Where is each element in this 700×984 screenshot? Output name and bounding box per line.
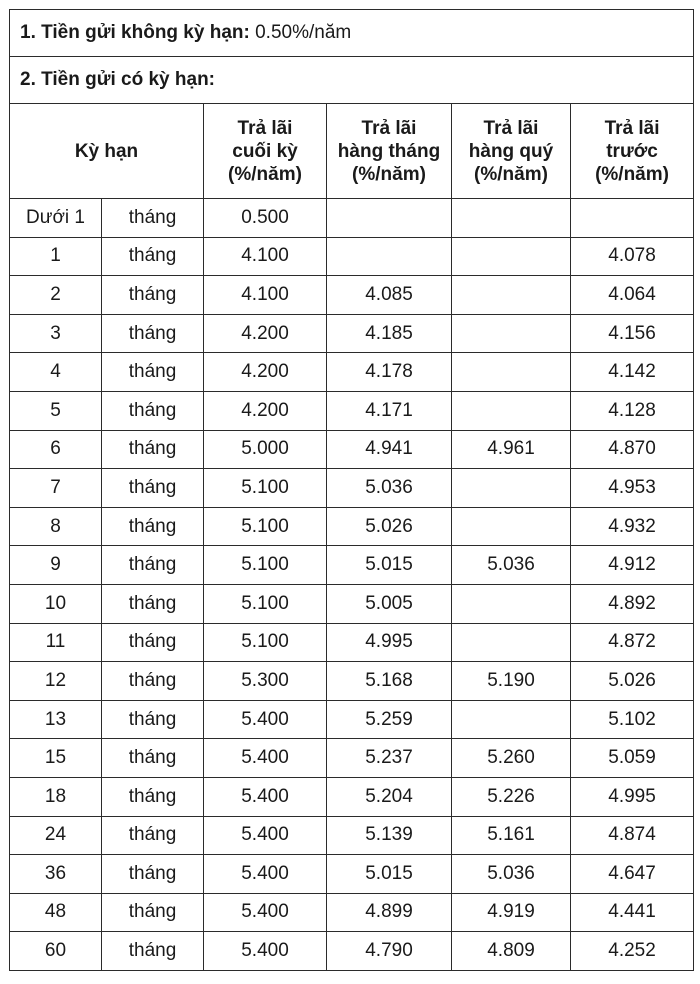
term-unit: tháng	[102, 777, 204, 816]
table-row	[10, 700, 694, 739]
term-unit: tháng	[102, 276, 204, 315]
term-unit: tháng	[102, 507, 204, 546]
table-row	[10, 893, 694, 932]
term-number: 36	[10, 855, 102, 894]
rate-upfront: 5.102	[571, 700, 694, 739]
term-unit: tháng	[102, 739, 204, 778]
table-row	[10, 855, 694, 894]
section-2-label: 2. Tiền gửi có kỳ hạn:	[20, 69, 216, 90]
rate-monthly: 4.941	[327, 430, 452, 469]
header-line: Trả lãi	[604, 117, 660, 139]
table-row	[10, 584, 694, 623]
rate-monthly: 4.790	[327, 932, 452, 971]
header-line: hàng quý	[468, 140, 554, 162]
term-number: 1	[10, 237, 102, 276]
rate-end-of-term: 4.200	[204, 391, 327, 430]
rate-upfront: 4.252	[571, 932, 694, 971]
rate-upfront: 4.078	[571, 237, 694, 276]
rate-monthly: 5.036	[327, 469, 452, 508]
table-row	[10, 546, 694, 585]
section-1-row	[10, 10, 694, 57]
rate-monthly: 5.015	[327, 546, 452, 585]
term-number: 5	[10, 391, 102, 430]
rate-monthly: 5.139	[327, 816, 452, 855]
rate-end-of-term: 5.400	[204, 700, 327, 739]
rate-upfront: 4.128	[571, 391, 694, 430]
rate-end-of-term: 5.400	[204, 739, 327, 778]
rate-upfront: 4.874	[571, 816, 694, 855]
rate-monthly: 5.237	[327, 739, 452, 778]
rate-quarterly: 5.036	[452, 546, 571, 585]
term-unit: tháng	[102, 199, 204, 238]
table-row	[10, 739, 694, 778]
term-unit: tháng	[102, 584, 204, 623]
rate-quarterly: 5.190	[452, 662, 571, 701]
rate-upfront: 4.441	[571, 893, 694, 932]
rate-monthly	[327, 199, 452, 238]
term-number: 8	[10, 507, 102, 546]
rate-upfront: 4.870	[571, 430, 694, 469]
rate-upfront: 5.026	[571, 662, 694, 701]
term-number: 6	[10, 430, 102, 469]
rate-quarterly: 4.809	[452, 932, 571, 971]
rate-quarterly	[452, 199, 571, 238]
rate-monthly	[327, 237, 452, 276]
rate-monthly: 5.005	[327, 584, 452, 623]
term-deposit-heading	[10, 57, 694, 104]
interest-rate-document	[9, 9, 693, 971]
table-row	[10, 276, 694, 315]
table-row	[10, 662, 694, 701]
rate-monthly: 4.995	[327, 623, 452, 662]
term-unit: tháng	[102, 237, 204, 276]
header-line: (%/năm)	[474, 163, 548, 185]
rate-end-of-term: 4.200	[204, 353, 327, 392]
rate-quarterly	[452, 623, 571, 662]
rate-monthly: 5.204	[327, 777, 452, 816]
rate-end-of-term: 5.100	[204, 507, 327, 546]
rate-monthly: 4.185	[327, 314, 452, 353]
rate-upfront: 4.995	[571, 777, 694, 816]
rate-monthly: 4.085	[327, 276, 452, 315]
term-unit: tháng	[102, 893, 204, 932]
table-row	[10, 391, 694, 430]
rate-quarterly	[452, 276, 571, 315]
rate-quarterly	[452, 507, 571, 546]
rate-end-of-term: 5.100	[204, 623, 327, 662]
rate-end-of-term: 5.400	[204, 855, 327, 894]
table-row	[10, 816, 694, 855]
rate-quarterly	[452, 584, 571, 623]
section-1-value: 0.50%/năm	[249, 22, 352, 43]
rate-quarterly: 4.919	[452, 893, 571, 932]
rate-monthly: 5.015	[327, 855, 452, 894]
rate-quarterly: 5.036	[452, 855, 571, 894]
term-number: 7	[10, 469, 102, 508]
rate-upfront: 4.953	[571, 469, 694, 508]
table-row	[10, 507, 694, 546]
term-unit: tháng	[102, 855, 204, 894]
table-row	[10, 237, 694, 276]
header-term: Kỳ hạn	[10, 104, 204, 199]
rate-end-of-term: 5.000	[204, 430, 327, 469]
table-row	[10, 777, 694, 816]
header-line: Trả lãi	[237, 117, 293, 139]
interest-rate-table	[9, 9, 694, 971]
header-line: trước	[606, 140, 658, 162]
header-line: cuối kỳ	[232, 140, 298, 162]
rate-upfront: 4.872	[571, 623, 694, 662]
table-row	[10, 199, 694, 238]
term-number: 18	[10, 777, 102, 816]
rate-upfront: 4.892	[571, 584, 694, 623]
term-number: 15	[10, 739, 102, 778]
term-number: 3	[10, 314, 102, 353]
header-line: (%/năm)	[352, 163, 426, 185]
rate-upfront: 4.064	[571, 276, 694, 315]
rate-upfront: 5.059	[571, 739, 694, 778]
rate-monthly: 4.171	[327, 391, 452, 430]
rate-quarterly	[452, 700, 571, 739]
header-monthly	[327, 104, 452, 199]
rate-end-of-term: 5.400	[204, 777, 327, 816]
term-unit: tháng	[102, 816, 204, 855]
rate-end-of-term: 5.300	[204, 662, 327, 701]
rate-upfront: 4.156	[571, 314, 694, 353]
rate-quarterly: 5.260	[452, 739, 571, 778]
rate-end-of-term: 4.100	[204, 237, 327, 276]
table-header-row	[10, 104, 694, 199]
rate-end-of-term: 5.400	[204, 932, 327, 971]
header-line: (%/năm)	[228, 163, 302, 185]
table-row	[10, 623, 694, 662]
term-unit: tháng	[102, 546, 204, 585]
rate-end-of-term: 5.100	[204, 546, 327, 585]
rate-upfront: 4.142	[571, 353, 694, 392]
rate-upfront	[571, 199, 694, 238]
term-unit: tháng	[102, 353, 204, 392]
rate-end-of-term: 5.400	[204, 893, 327, 932]
term-unit: tháng	[102, 314, 204, 353]
term-unit: tháng	[102, 700, 204, 739]
rate-quarterly	[452, 469, 571, 508]
rate-quarterly: 5.226	[452, 777, 571, 816]
rate-quarterly: 5.161	[452, 816, 571, 855]
table-row	[10, 469, 694, 508]
term-unit: tháng	[102, 391, 204, 430]
rate-quarterly	[452, 314, 571, 353]
table-row	[10, 314, 694, 353]
header-line: hàng tháng	[337, 140, 441, 162]
rate-monthly: 4.899	[327, 893, 452, 932]
term-unit: tháng	[102, 662, 204, 701]
rate-upfront: 4.647	[571, 855, 694, 894]
rate-quarterly	[452, 353, 571, 392]
table-row	[10, 353, 694, 392]
term-unit: tháng	[102, 932, 204, 971]
header-upfront	[571, 104, 694, 199]
rate-upfront: 4.912	[571, 546, 694, 585]
section-1-label: 1. Tiền gửi không kỳ hạn:	[20, 22, 250, 43]
term-unit: tháng	[102, 430, 204, 469]
rate-monthly: 5.259	[327, 700, 452, 739]
term-number: 9	[10, 546, 102, 585]
rate-monthly: 5.168	[327, 662, 452, 701]
section-2-row	[10, 57, 694, 104]
rate-end-of-term: 5.100	[204, 469, 327, 508]
term-unit: tháng	[102, 469, 204, 508]
rate-end-of-term: 4.200	[204, 314, 327, 353]
rate-end-of-term: 0.500	[204, 199, 327, 238]
header-quarterly	[452, 104, 571, 199]
term-number: 24	[10, 816, 102, 855]
term-unit: tháng	[102, 623, 204, 662]
header-line: Trả lãi	[361, 117, 417, 139]
header-line: Trả lãi	[483, 117, 539, 139]
term-number: 11	[10, 623, 102, 662]
term-number: 10	[10, 584, 102, 623]
header-end-of-term	[204, 104, 327, 199]
header-line: (%/năm)	[595, 163, 669, 185]
term-number: 2	[10, 276, 102, 315]
rate-end-of-term: 4.100	[204, 276, 327, 315]
rate-quarterly	[452, 391, 571, 430]
table-row	[10, 430, 694, 469]
term-number: 4	[10, 353, 102, 392]
term-number: 12	[10, 662, 102, 701]
term-number: 48	[10, 893, 102, 932]
demand-deposit-rate	[10, 10, 694, 57]
rate-monthly: 5.026	[327, 507, 452, 546]
rate-end-of-term: 5.400	[204, 816, 327, 855]
term-number: Dưới 1	[10, 199, 102, 238]
table-row	[10, 932, 694, 971]
rate-upfront: 4.932	[571, 507, 694, 546]
term-number: 13	[10, 700, 102, 739]
rate-monthly: 4.178	[327, 353, 452, 392]
rate-end-of-term: 5.100	[204, 584, 327, 623]
rate-quarterly: 4.961	[452, 430, 571, 469]
rate-quarterly	[452, 237, 571, 276]
term-number: 60	[10, 932, 102, 971]
